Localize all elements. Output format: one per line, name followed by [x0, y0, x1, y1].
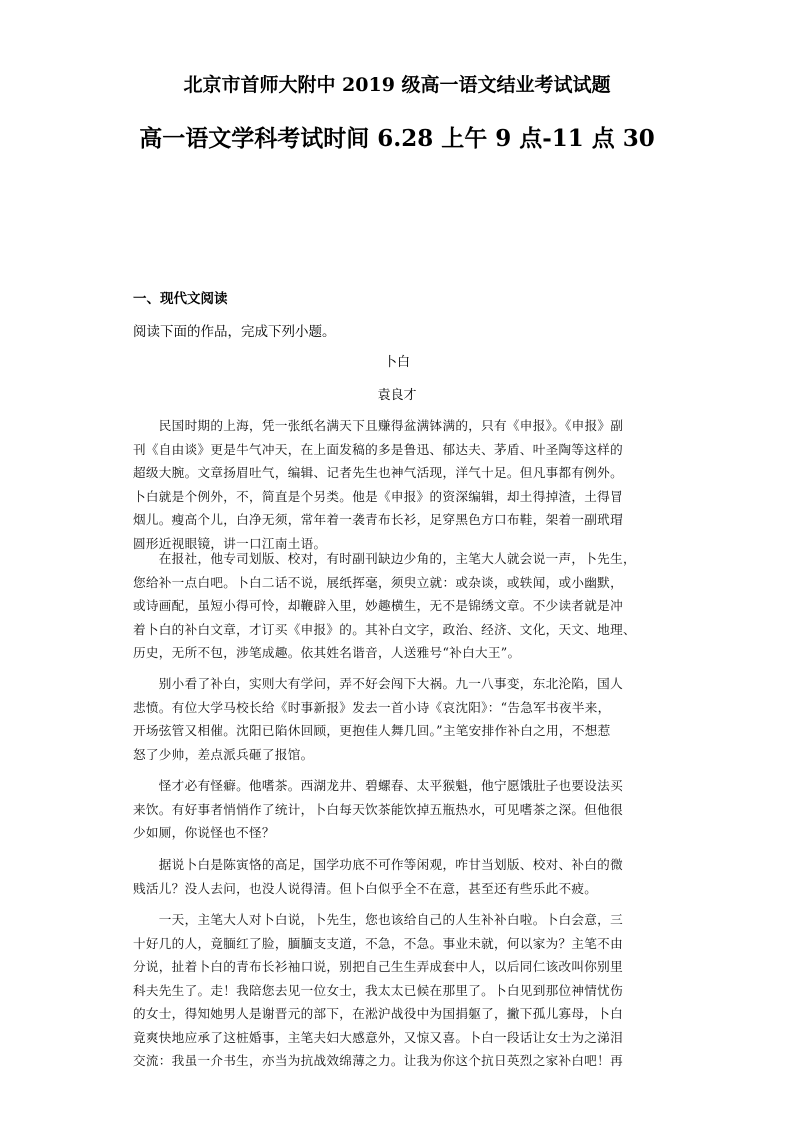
paragraph-line: 您给补一点白吧。卜白二话不说，展纸挥毫，须臾立就：或杂谈，或轶闻，或小幽默， — [133, 574, 623, 590]
exam-subtitle: 高一语文学科考试时间 6.28 上午 9 点-11 点 30 — [139, 125, 655, 152]
article-title: 卜白 — [383, 355, 410, 370]
article-paragraph — [133, 547, 663, 665]
paragraph-line: 分说，扯着卜白的青布长衫袖口说，别把自己生生弄成套中人，以后同仁该改叫你别里 — [133, 959, 623, 974]
paragraph-line: 少如厕，你说怪也不怪？ — [133, 825, 275, 840]
section-heading: 一、现代文阅读 — [133, 291, 228, 307]
paragraph-line: 或诗画配，虽短小得可怜，却鞭辟入里，妙趣横生，无不是锦绣文章。不少读者就是冲 — [133, 598, 623, 613]
paragraph-line: 在报社，他专司划版、校对，有时副刊缺边少角的，主笔大人就会说一声，卜先生， — [133, 551, 636, 566]
paragraph-line: 一天，主笔大人对卜白说，卜先生，您也该给自己的人生补补白啦。卜白会意，三 — [133, 912, 623, 927]
paragraph-line: 悲愤。有位大学马校长给《时事新报》发去一首小诗《哀沈阳》：“告急军书夜半来， — [133, 699, 611, 715]
paragraph-line: 交流：我虽一介书生，亦当为抗战效绵薄之力。让我为你这个抗日英烈之家补白吧！再 — [133, 1053, 623, 1068]
paragraph-line: 刊《自由谈》更是牛气冲天，在上面发稿的多是鲁迅、郁达夫、茅盾、叶圣陶等这样的 — [133, 441, 623, 457]
paragraph-line: 烟儿。瘦高个儿，白净无须，常年着一袭青布长衫，足穿黑色方口布鞋，架着一副玳瑁 — [133, 512, 623, 527]
paragraph-line: 怒了少帅，差点派兵砸了报馆。 — [133, 746, 314, 762]
paragraph-line: 历史，无所不包，涉笔成趣。依其姓名谐音，人送雅号“补白大王”。 — [133, 645, 521, 660]
paragraph-line: 圆形近视眼镜，讲一口江南土语。 — [133, 535, 327, 551]
paragraph-line: 民国时期的上海，凭一张纸名满天下且赚得盆满钵满的，只有《申报》。《申报》副 — [133, 418, 624, 433]
article-paragraph — [133, 774, 663, 845]
paragraph-line: 别小看了补白，实则大有学问，弄不好会闯下大祸。九一八事变，东北沦陷，国人 — [133, 676, 623, 691]
paragraph-line: 贱活儿？没人去问，也没人说得清。但卜白似乎全不在意，甚至还有些乐此不疲。 — [133, 880, 598, 896]
paragraph-line: 怪才必有怪癖。他嗜茶。西湖龙井、碧螺春、太平猴魁，他宁愿饿肚子也要设法买 — [133, 778, 623, 793]
exam-title: 北京市首师大附中 2019 级高一语文结业考试试题 — [183, 74, 611, 96]
paragraph-line: 卜白就是个例外，不，简直是个另类。他是《申报》的资深编辑，却土得掉渣，土得冒 — [133, 488, 623, 504]
paragraph-line: 着卜白的补白文章，才订买《申报》的。其补白文字，政治、经济、文化，天文、地理、 — [133, 621, 636, 637]
article-author: 袁良才 — [377, 388, 417, 403]
paragraph-line: 竟爽快地应承了这桩婚事，主笔夫妇大感意外，又惊又喜。卜白一段话让女士为之涕泪 — [133, 1029, 623, 1045]
paragraph-line: 来饮。有好事者悄悄作了统计，卜白每天饮茶能饮掉五瓶热水，可见嗜茶之深。但他很 — [133, 801, 623, 817]
paragraph-line: 的女士，得知她男人是谢晋元的部下，在淞沪战役中为国捐躯了，撇下孤儿寡母，卜白 — [133, 1006, 623, 1021]
paragraph-line: 超级大腕。文章扬眉吐气，编辑、记者先生也神气活现，洋气十足。但凡事都有例外。 — [133, 465, 623, 480]
paragraph-line: 科夫先生了。走！我陪您去见一位女士，我太太已候在那里了。卜白见到那位神情忧伤 — [133, 982, 623, 998]
paragraph-line: 据说卜白是陈寅恪的高足，国学功底不可作等闲观，咋甘当划版、校对、补白的微 — [133, 857, 623, 872]
paragraph-line: 开场弦管又相催。沈阳已陷休回顾，更抱佳人舞几回。”主笔安排作补白之用，不想惹 — [133, 723, 611, 738]
article-paragraph — [133, 853, 663, 900]
article-paragraph — [133, 672, 663, 766]
paragraph-line: 十好几的人，竟腼红了脸，腼腼支支道，不急，不急。事业未就，何以家为？主笔不由 — [133, 935, 623, 951]
section-instruction: 阅读下面的作品，完成下列小题。 — [133, 324, 336, 340]
article-paragraph — [133, 414, 663, 555]
article-paragraph — [133, 908, 663, 1073]
